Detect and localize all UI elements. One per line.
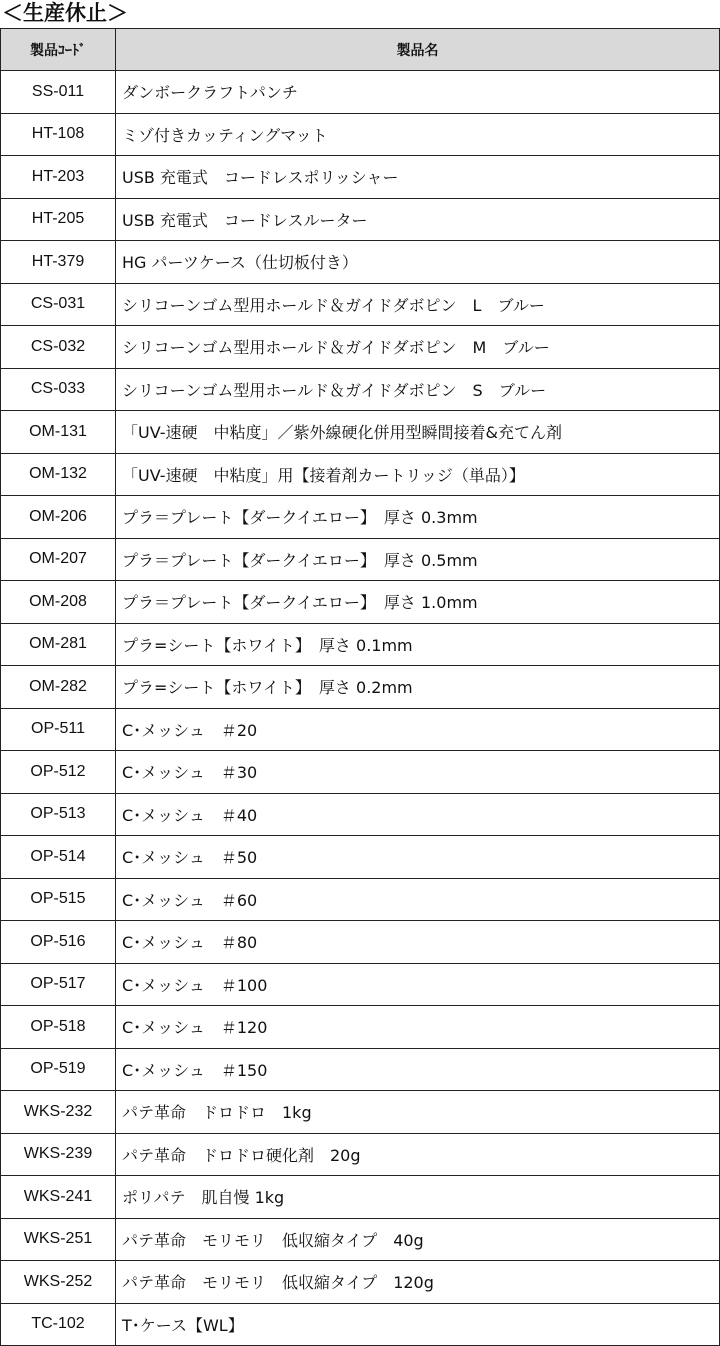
product-name-cell: C･メッシュ ＃30 (116, 751, 720, 794)
product-name-cell: C･メッシュ ＃50 (116, 836, 720, 879)
product-name-cell: プラ=シート【ホワイト】 厚さ 0.2mm (116, 666, 720, 709)
table-row (1, 283, 720, 326)
product-name-cell: T･ケース【WL】 (116, 1303, 720, 1346)
product-name-cell: パテ革命 ドロドロ 1kg (116, 1091, 720, 1134)
discontinued-products-table (0, 28, 720, 1346)
table-row (1, 1133, 720, 1176)
product-code-cell: CS-032 (1, 326, 116, 369)
section-title: ＜生産休止＞ (2, 1, 128, 25)
table-row (1, 793, 720, 836)
product-name-cell: C･メッシュ ＃100 (116, 963, 720, 1006)
table-row (1, 241, 720, 284)
product-code-cell: HT-205 (1, 198, 116, 241)
table-row (1, 666, 720, 709)
product-code-cell: CS-031 (1, 283, 116, 326)
table-row (1, 1176, 720, 1219)
product-name-cell: C･メッシュ ＃80 (116, 921, 720, 964)
product-name-cell: 「UV-速硬 中粘度」用【接着剤カートリッジ（単品）】 (116, 453, 720, 496)
table-row (1, 198, 720, 241)
table-row (1, 1048, 720, 1091)
product-code-cell: OM-131 (1, 411, 116, 454)
table-row (1, 113, 720, 156)
product-code-cell: OM-208 (1, 581, 116, 624)
product-code-cell: OP-519 (1, 1048, 116, 1091)
table-row (1, 836, 720, 879)
table-row (1, 453, 720, 496)
product-name-cell: シリコーンゴム型用ホールド＆ガイドダボピン L ブルー (116, 283, 720, 326)
header-product-code: 製品ｺｰﾄﾞ (1, 29, 116, 71)
product-code-cell: TC-102 (1, 1303, 116, 1346)
product-name-cell: パテ革命 モリモリ 低収縮タイプ 40g (116, 1218, 720, 1261)
table-row (1, 921, 720, 964)
product-name-cell: C･メッシュ ＃120 (116, 1006, 720, 1049)
product-code-cell: WKS-252 (1, 1261, 116, 1304)
table-row (1, 878, 720, 921)
product-code-cell: WKS-241 (1, 1176, 116, 1219)
product-name-cell: ダンボークラフトパンチ (116, 71, 720, 114)
table-row (1, 71, 720, 114)
product-code-cell: WKS-232 (1, 1091, 116, 1134)
product-code-cell: HT-203 (1, 156, 116, 199)
product-name-cell: HG パーツケース（仕切板付き） (116, 241, 720, 284)
product-name-cell: パテ革命 モリモリ 低収縮タイプ 120g (116, 1261, 720, 1304)
product-name-cell: C･メッシュ ＃60 (116, 878, 720, 921)
product-name-cell: USB 充電式 コードレスポリッシャー (116, 156, 720, 199)
product-code-cell: OM-132 (1, 453, 116, 496)
table-row (1, 1261, 720, 1304)
product-name-cell: ミゾ付きカッティングマット (116, 113, 720, 156)
product-name-cell: C･メッシュ ＃150 (116, 1048, 720, 1091)
product-code-cell: OP-516 (1, 921, 116, 964)
product-code-cell: OP-515 (1, 878, 116, 921)
product-code-cell: WKS-239 (1, 1133, 116, 1176)
product-name-cell: シリコーンゴム型用ホールド＆ガイドダボピン S ブルー (116, 368, 720, 411)
product-code-cell: OM-207 (1, 538, 116, 581)
product-name-cell: C･メッシュ ＃20 (116, 708, 720, 751)
table-row (1, 368, 720, 411)
product-name-cell: 「UV-速硬 中粘度」／紫外線硬化併用型瞬間接着&充てん剤 (116, 411, 720, 454)
table-row (1, 963, 720, 1006)
header-product-name: 製品名 (116, 29, 720, 71)
table-row (1, 156, 720, 199)
product-name-cell: プラ＝プレート【ダークイエロー】 厚さ 0.3mm (116, 496, 720, 539)
product-name-cell: USB 充電式 コードレスルーター (116, 198, 720, 241)
product-code-cell: OP-511 (1, 708, 116, 751)
table-row (1, 1218, 720, 1261)
product-name-cell: プラ=シート【ホワイト】 厚さ 0.1mm (116, 623, 720, 666)
table-row (1, 581, 720, 624)
product-code-cell: WKS-251 (1, 1218, 116, 1261)
table-row (1, 708, 720, 751)
product-code-cell: SS-011 (1, 71, 116, 114)
product-code-cell: HT-379 (1, 241, 116, 284)
product-name-cell: パテ革命 ドロドロ硬化剤 20g (116, 1133, 720, 1176)
table-row (1, 1091, 720, 1134)
table-row (1, 751, 720, 794)
table-row (1, 538, 720, 581)
product-code-cell: OP-514 (1, 836, 116, 879)
product-code-cell: OP-517 (1, 963, 116, 1006)
table-row (1, 1006, 720, 1049)
product-code-cell: OM-206 (1, 496, 116, 539)
product-code-cell: OM-281 (1, 623, 116, 666)
table-row (1, 623, 720, 666)
product-code-cell: HT-108 (1, 113, 116, 156)
product-name-cell: シリコーンゴム型用ホールド＆ガイドダボピン M ブルー (116, 326, 720, 369)
table-row (1, 496, 720, 539)
product-name-cell: C･メッシュ ＃40 (116, 793, 720, 836)
table-row (1, 1303, 720, 1346)
product-name-cell: プラ＝プレート【ダークイエロー】 厚さ 1.0mm (116, 581, 720, 624)
product-code-cell: CS-033 (1, 368, 116, 411)
product-name-cell: プラ＝プレート【ダークイエロー】 厚さ 0.5mm (116, 538, 720, 581)
product-code-cell: OM-282 (1, 666, 116, 709)
product-code-cell: OP-518 (1, 1006, 116, 1049)
product-code-cell: OP-512 (1, 751, 116, 794)
table-row (1, 326, 720, 369)
table-row (1, 411, 720, 454)
table-header-row (1, 29, 720, 71)
product-name-cell: ポリパテ 肌自慢 1kg (116, 1176, 720, 1219)
product-code-cell: OP-513 (1, 793, 116, 836)
